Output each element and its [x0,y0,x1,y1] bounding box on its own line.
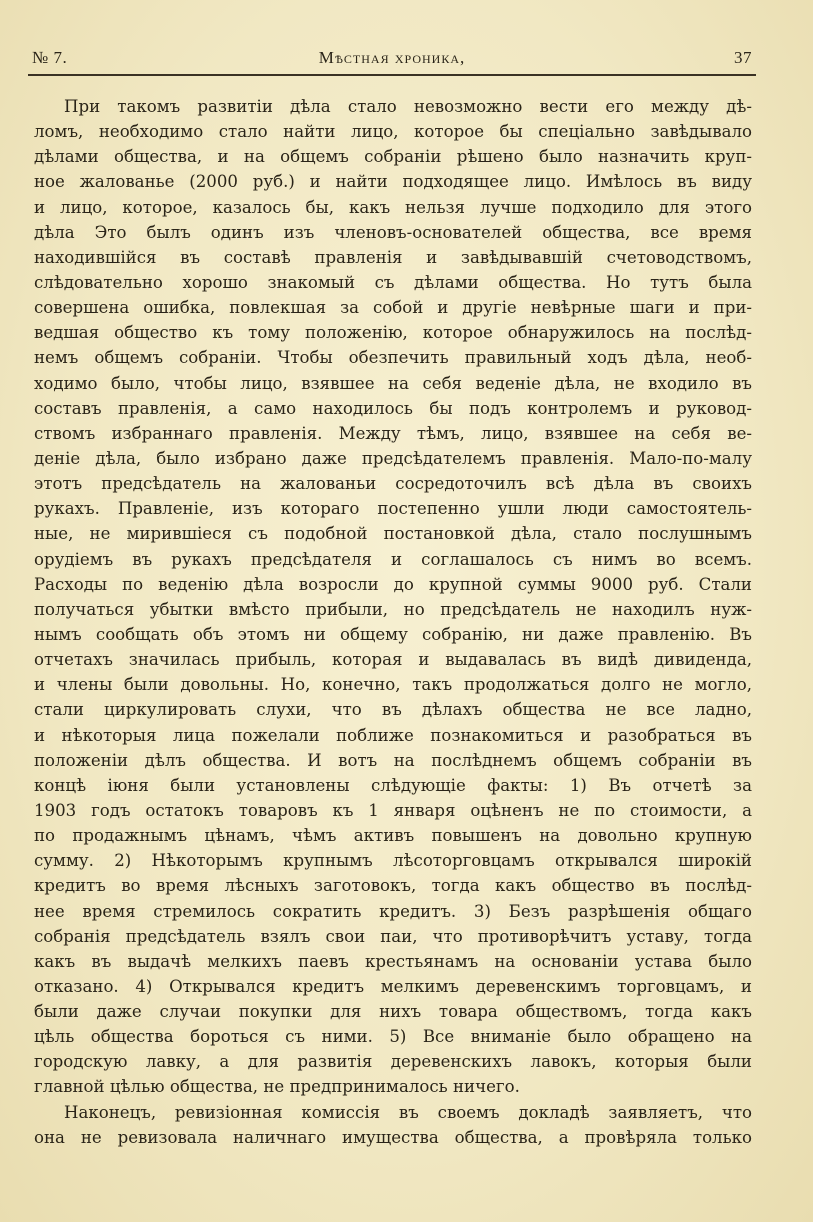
text-line: совершена ошибка, повлекшая за собой и другiе невѣрные шаги и при- [34,298,752,318]
text-line: городскую лавку, а для развитiя деревенскихъ лавокъ, которыя были [34,1052,752,1072]
text-line: рукахъ. Правленiе, изъ котораго постепенно ушли люди самостоятель- [34,499,752,519]
text-line: главной цѣлью общества, не предпринималось ничего. [34,1077,520,1097]
text-line: кредитъ во время лѣсныхъ заготовокъ, тогда какъ общество въ послѣд- [34,876,752,896]
text-line: нымъ сообщать объ этомъ ни общему собранiю, ни даже правленiю. Въ [34,624,752,644]
text-line: положенiи дѣлъ общества. И вотъ на послѣднемъ общемъ собранiи въ [34,750,752,770]
text-line: При такомъ развитiи дѣла стало невозможно вести его между дѣ- [64,97,752,116]
text-line: какъ въ выдачѣ мелкихъ паевъ крестьянамъ на основанiи устава было [34,951,752,971]
page-number: 37 [734,48,752,67]
text-line: отказано. 4) Открывался кредитъ мелкимъ деревенскимъ торговцамъ, и [34,976,752,996]
text-line: цѣль общества бороться съ ними. 5) Все вниманiе было обращено на [34,1027,752,1047]
text-line: составъ правленiя, а само находилось бы подъ контролемъ и руковод- [34,398,752,418]
text-line: получаться убытки вмѣсто прибыли, но предсѣдатель не находилъ нуж- [34,599,752,619]
text-line: ведшая общество къ тому положенiю, которое обнаружилось на послѣд- [34,323,752,343]
text-line: Расходы по веденiю дѣла возросли до крупной суммы 9000 руб. Стали [34,574,752,594]
text-line: дѣла Это былъ одинъ изъ членовъ-основателей общества, все время [34,222,752,242]
text-line: находившiйся въ составѣ правленiя и завѣдывавшiй счетоводствомъ, [34,247,752,267]
running-header [28,44,756,76]
text-line: ломъ, необходимо стало найти лицо, которое бы спецiально завѣдывало [34,122,752,142]
section-title: Мѣстная хроника, [318,48,466,67]
text-line: дѣлами общества, и на общемъ собранiи рѣшено было назначить круп- [34,147,752,167]
text-line: и нѣкоторыя лица пожелали поближе познакомиться и разобраться въ [34,725,752,745]
body-text [34,94,752,1150]
text-line: немъ общемъ собранiи. Чтобы обезпечить правильный ходъ дѣла, необ- [34,348,752,368]
text-line: по продажнымъ цѣнамъ, чѣмъ активъ повышенъ на довольно крупную [34,826,752,846]
text-line: этотъ предсѣдатель на жалованьи сосредоточилъ всѣ дѣла въ своихъ [34,474,752,494]
issue-number: № 7. [32,48,68,67]
text-line: 1903 годъ остатокъ товаровъ къ 1 января оцѣненъ не по стоимости, а [34,800,752,820]
text-line: она не ревизовала наличнаго имущества общества, а провѣряла только [34,1127,752,1147]
text-line: и члены были довольны. Но, конечно, такъ продолжаться долго не могло, [34,675,752,695]
text-line: денiе дѣла, было избрано даже предсѣдателемъ правленiя. Мало-по-малу [34,448,752,468]
text-line: ные, не мирившiеся съ подобной постановкой дѣла, стало послушнымъ [34,524,752,544]
text-line: нее время стремилось сократить кредитъ. 3) Безъ разрѣшенiя общаго [34,901,752,921]
text-line: слѣдовательно хорошо знакомый съ дѣлами общества. Но тутъ была [34,272,752,292]
text-line: орудiемъ въ рукахъ предсѣдателя и соглашалось съ нимъ во всемъ. [34,549,752,569]
text-line: ходимо было, чтобы лицо, взявшее на себя веденiе дѣла, не входило въ [34,373,752,393]
text-line: сумму. 2) Нѣкоторымъ крупнымъ лѣсоторговцамъ открывался широкiй [34,851,752,871]
text-line: стали циркулировать слухи, что въ дѣлахъ общества не все ладно, [34,700,752,720]
text-line: были даже случаи покупки для нихъ товара обществомъ, тогда какъ [34,1002,752,1022]
text-line: ствомъ избраннаго правленiя. Между тѣмъ, лицо, взявшее на себя ве- [34,423,752,443]
text-line: собранiя предсѣдатель взялъ свои паи, что противорѣчитъ уставу, тогда [34,926,752,946]
text-line: концѣ iюня были установлены слѣдующiе факты: 1) Въ отчетѣ за [34,775,752,795]
text-line: отчетахъ значилась прибыль, которая и выдавалась въ видѣ дивиденда, [34,650,752,670]
text-line: и лицо, которое, казалось бы, какъ нельзя лучше подходило для этого [34,197,752,217]
text-line: Наконецъ, ревизiонная комиссiя въ своемъ докладѣ заявляетъ, что [64,1102,752,1122]
text-line: ное жалованье (2000 руб.) и найти подходящее лицо. Имѣлось въ виду [34,172,752,192]
